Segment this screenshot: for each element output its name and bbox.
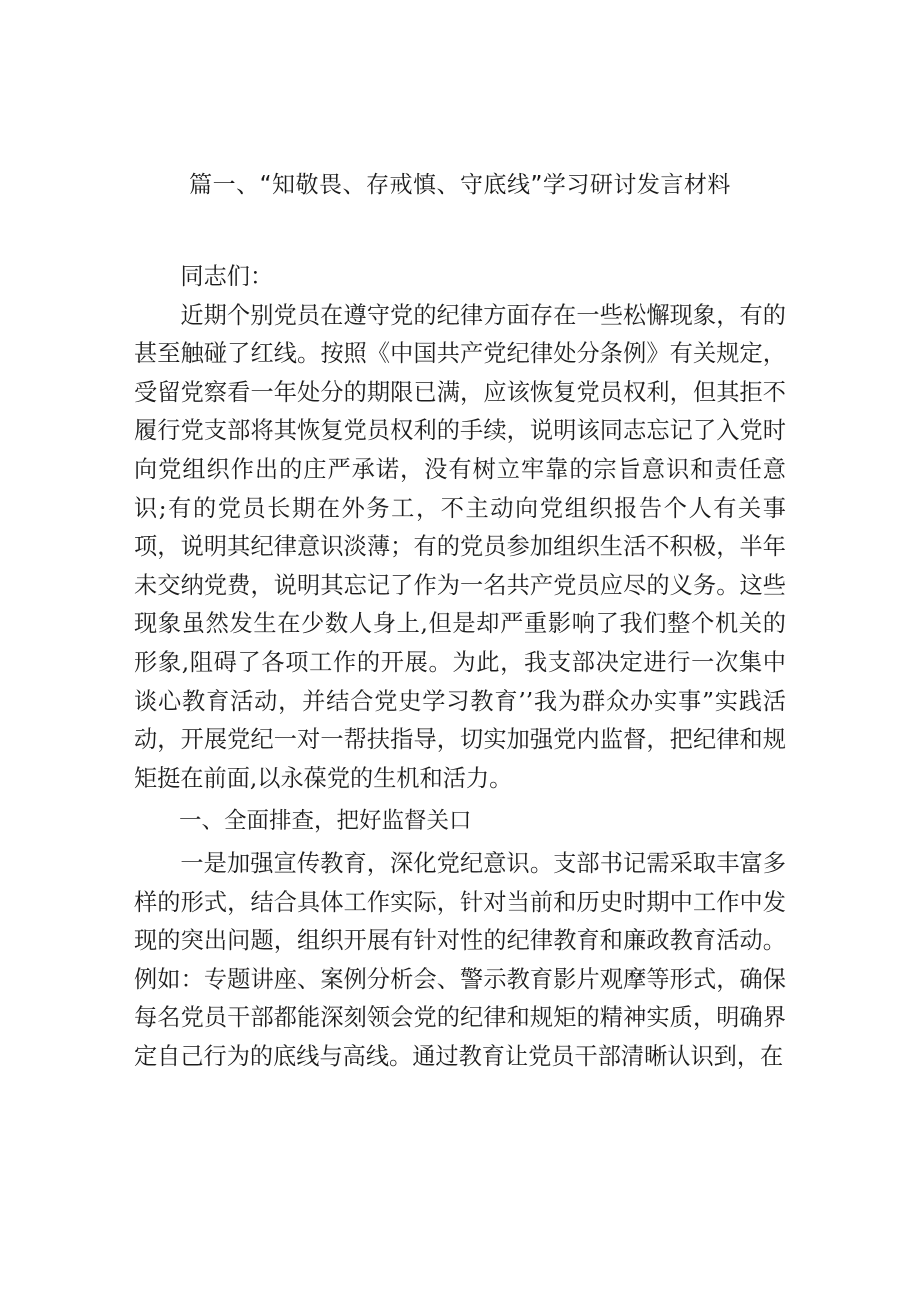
body-paragraph-1: 近期个别党员在遵守党的纪律方面存在一些松懈现象，有的甚至触碰了红线。按照《中国共产党纪律处分条例》有关规定，受留党察看一年处分的期限已满，应该恢复党员权利，但其拒不履行党支部将其恢复党员权利的手续，说明该同志忘记了入党时向党组织作出的庄严承诺，没有树立牢靠的宗旨意识和责任意识;有的党员长期在外务工，不主动向党组织报告个人有关事项，说明其纪律意识淡薄；有的党员参加组织生活不积极，半年未交纳党费，说明其忘记了作为一名共产党员应尽的义务。这些现象虽然发生在少数人身上,但是却严重影响了我们整个机关的形象,阻碍了各项工作的开展。为此，我支部决定进行一次集中谈心教育活动，并结合党史学习教育’’我为群众办实事”实践活动，开展党纪一对一帮扶指导，切实加强党内监督，把纪律和规矩挺在前面,以永葆党的生机和活力。: [134, 301, 786, 792]
document-body: [134, 258, 786, 1076]
body-paragraph-2: 一是加强宣传教育，深化党纪意识。支部书记需采取丰富多样的形式，结合具体工作实际，针对当前和历史时期中工作中发现的突出问题，组织开展有针对性的纪律教育和廉政教育活动。例如：专题讲座、案例分析会、警示教育影片观摩等形式，确保每名党员干部都能深刻领会党的纪律和规矩的精神实质，明确界定自己行为的底线与高线。通过教育让党员干部清晰认识到，在: [134, 849, 786, 1070]
salutation: 同志们：: [180, 263, 274, 290]
section-heading-1: 一、全面排查，把好监督关口: [179, 808, 472, 835]
document-title: 篇一、“知敬畏、存戒慎、守底线”学习研讨发言材料: [189, 172, 731, 198]
